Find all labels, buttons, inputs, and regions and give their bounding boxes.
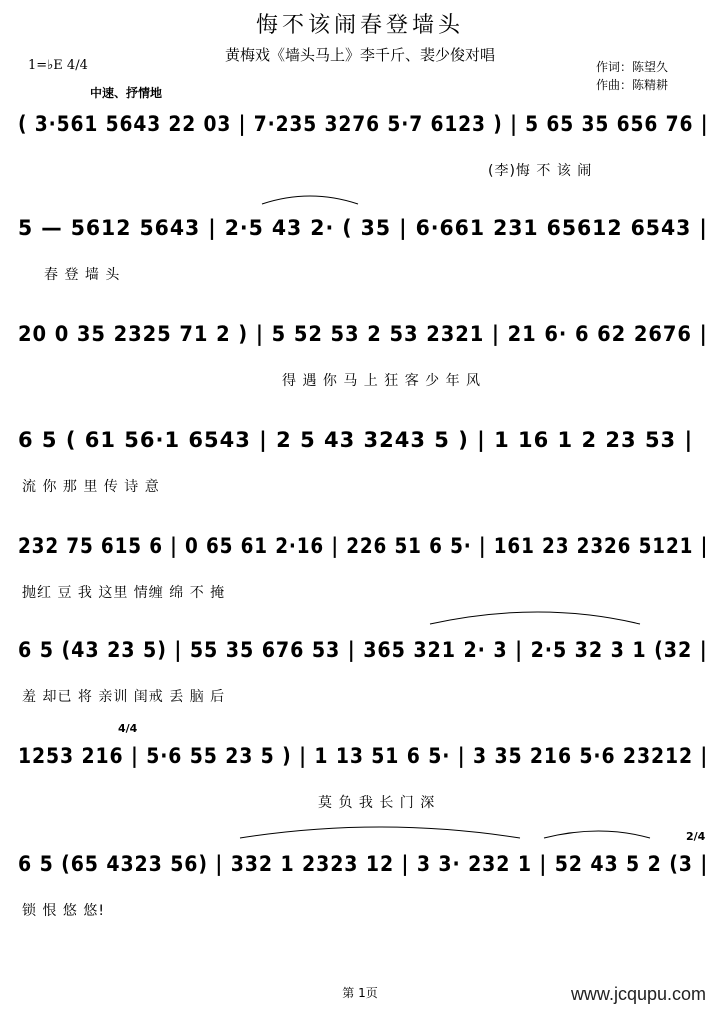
slur-mark (544, 831, 650, 838)
notation-line-7: 1253 216 | 5·6 55 23 5 ) | 1 13 51 6 5· | 3 35 216 5·6 23212 | (18, 744, 709, 768)
lyrics-line-2: 春 登 墙 头 (44, 267, 121, 283)
notation-line-5: 232 75 615 6 | 0 65 61 2·16 | 226 51 6 5· | 161 23 2326 5121 | (18, 534, 709, 558)
notation-line-2: 5 — 5612 5643 | 2·5 43 2· ( 35 | 6·661 231 65612 6543 | (18, 216, 708, 240)
notation-line-3: 20 0 35 2325 71 2 ) | 5 52 53 2 53 2321 | 21 6· 6 62 2676 | (18, 322, 708, 346)
notation-line-8: 6 5 (65 4323 56) | 332 1 2323 12 | 3 3· 232 1 | 52 43 5 2 (3 | (18, 852, 709, 876)
page-number: 第 1页 (342, 986, 378, 1000)
slur-mark (240, 827, 520, 838)
notation-line-1: ( 3·561 5643 22 03 | 7·235 3276 5·7 6123 ) | 5 65 35 656 76 | (18, 112, 709, 136)
song-subtitle: 黄梅戏《墙头马上》李千斤、裴少俊对唱 (224, 46, 495, 64)
notation-line-6: 6 5 (43 23 5) | 55 35 676 53 | 365 321 2· 3 | 2·5 32 3 1 (32 | (18, 638, 708, 662)
lyrics-line-3: 得 遇 你 马 上 狂 客 少 年 风 (282, 373, 482, 389)
lyrics-line-8: 锁 恨 悠 悠! (22, 903, 105, 919)
lyrics-line-7: 莫 负 我 长 门 深 (318, 795, 436, 811)
lyrics-line-4: 流 你 那 里 传 诗 意 (22, 479, 160, 495)
lyrics-line-6: 羞 却已 将 亲训 闺戒 丢 脑 后 (22, 689, 226, 705)
lyrics-line-5: 抛红 豆 我 这里 情缠 绵 不 掩 (22, 585, 226, 601)
lyricist-credit: 作词：陈望久 (596, 60, 669, 74)
composer-credit: 作曲：陈精耕 (596, 78, 669, 92)
time-signature-change-1: 4/4 (118, 722, 138, 735)
slur-mark (430, 612, 640, 624)
notation-line-4: 6 5 ( 61 56·1 6543 | 2 5 43 3243 5 ) | 1 16 1 2 23 53 | (18, 428, 694, 452)
site-watermark: www.jcqupu.com (570, 984, 706, 1004)
song-title: 悔不该闹春登墙头 (255, 13, 464, 38)
key-signature: 1=♭E 4/4 (28, 58, 88, 73)
lyrics-line-1: (李)悔 不 该 闹 (488, 163, 593, 179)
tempo-marking: 中速、抒情地 (90, 86, 163, 100)
time-signature-change-2: 2/4 (686, 830, 706, 843)
slur-mark (262, 196, 358, 204)
